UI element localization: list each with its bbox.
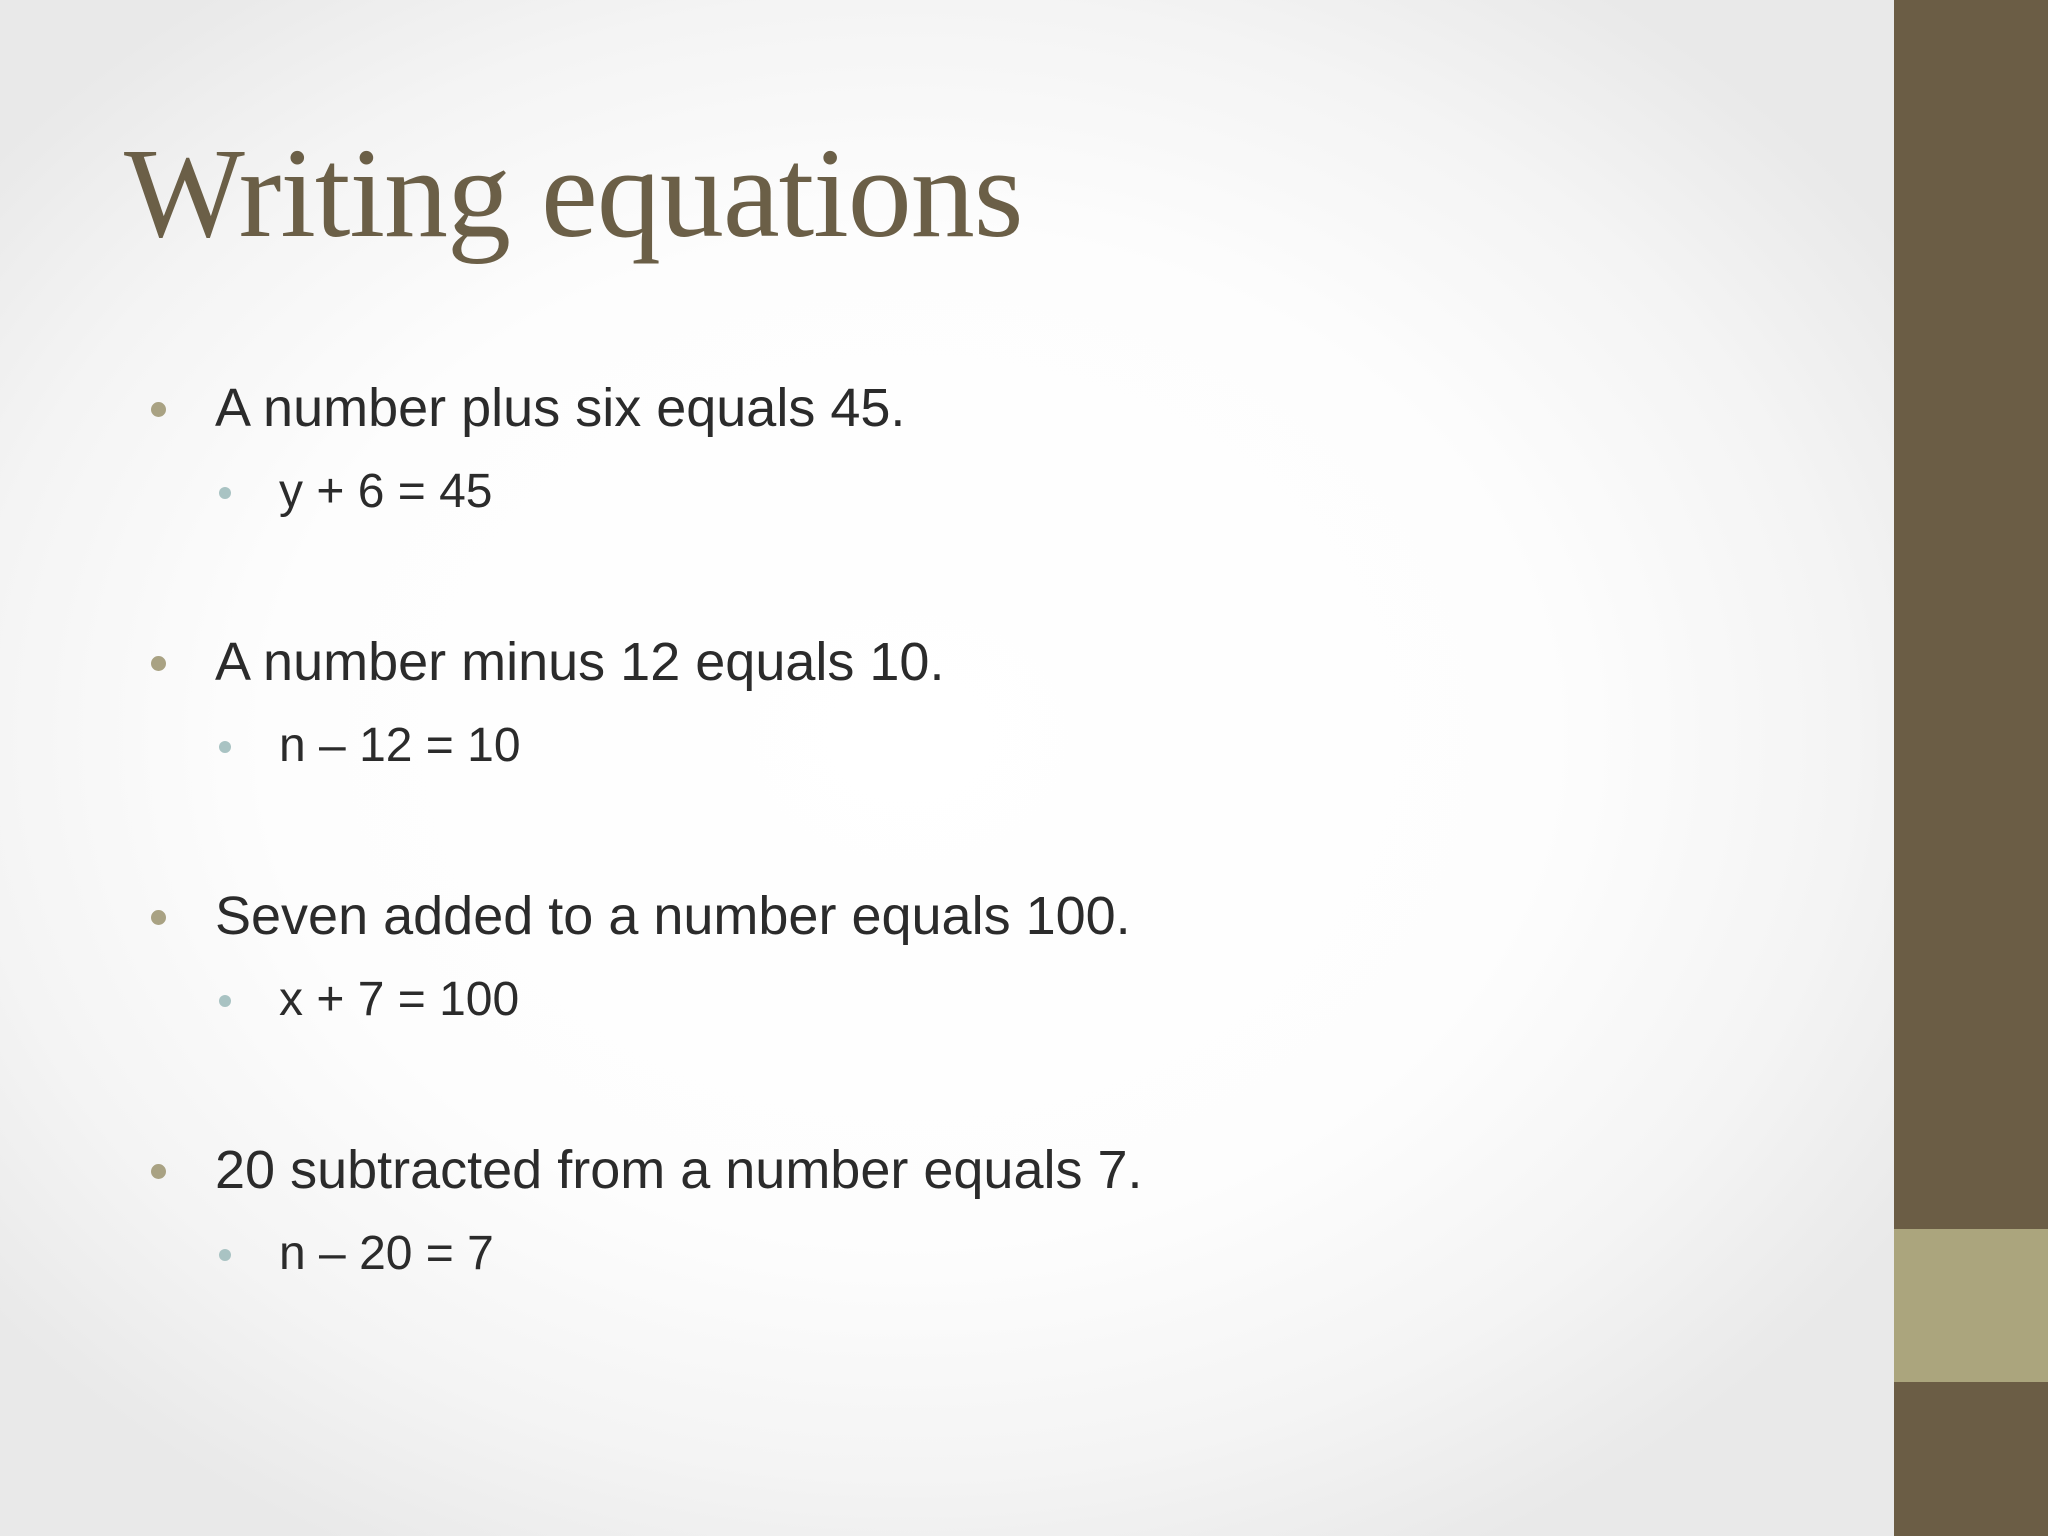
sub-bullet-item-2 — [279, 717, 521, 775]
sub-bullet-text: n – 20 = 7 — [279, 1227, 494, 1280]
sub-bullet-item-3 — [279, 971, 519, 1029]
sub-bullet-text: x + 7 = 100 — [279, 973, 520, 1026]
bullet-item-2 — [215, 630, 944, 694]
side-bar-accent-block — [1894, 1229, 2048, 1382]
sub-bullet-dot-icon — [219, 487, 231, 499]
bullet-dot-icon — [151, 656, 166, 671]
side-bar-dark-top — [1894, 0, 2048, 1229]
side-bar-dark-bottom — [1894, 1382, 2048, 1536]
sub-bullet-text: y + 6 = 45 — [279, 465, 493, 518]
bullet-item-3 — [215, 884, 1131, 948]
sub-bullet-dot-icon — [219, 1249, 231, 1261]
sub-bullet-dot-icon — [219, 741, 231, 753]
bullet-item-1 — [215, 376, 905, 440]
bullet-text: Seven added to a number equals 100. — [215, 886, 1131, 946]
bullet-item-4 — [215, 1138, 1143, 1202]
bullet-text: A number minus 12 equals 10. — [215, 632, 945, 692]
sub-bullet-item-4 — [279, 1225, 494, 1283]
sub-bullet-text: n – 12 = 10 — [279, 719, 521, 772]
sub-bullet-dot-icon — [219, 995, 231, 1007]
bullet-dot-icon — [151, 1164, 166, 1179]
bullet-text: A number plus six equals 45. — [215, 378, 906, 438]
sub-bullet-item-1 — [279, 463, 493, 521]
bullet-text: 20 subtracted from a number equals 7. — [215, 1140, 1143, 1200]
bullet-dot-icon — [151, 402, 166, 417]
bullet-dot-icon — [151, 910, 166, 925]
slide-title: Writing equations — [124, 122, 1023, 264]
decorative-side-bar — [1894, 0, 2048, 1536]
